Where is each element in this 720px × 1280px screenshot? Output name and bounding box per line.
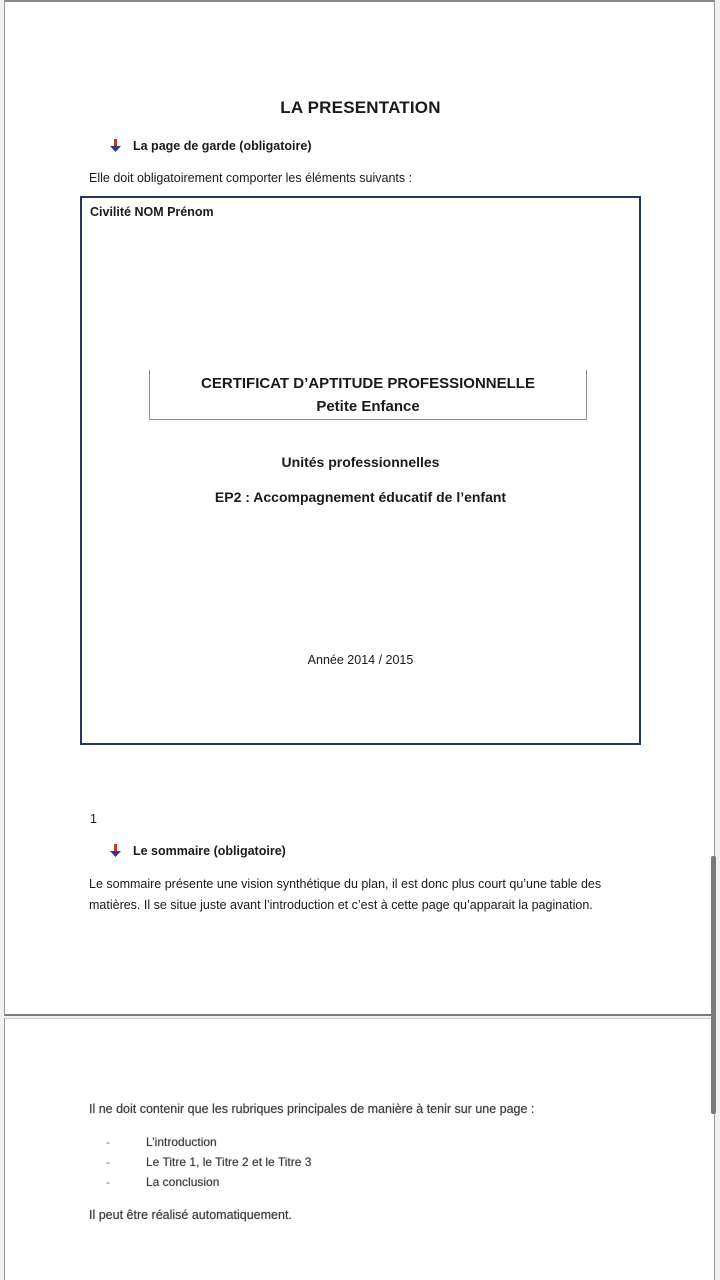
certificate-title: CERTIFICAT D’APTITUDE PROFESSIONNELLE [201, 375, 535, 392]
page-number: 1 [90, 812, 97, 826]
section-heading-summary [109, 844, 286, 858]
school-year: Année 2014 / 2015 [307, 653, 414, 667]
arrow-down-icon [109, 844, 123, 858]
certificate-title-box [149, 370, 587, 420]
list-dash: - [106, 1175, 110, 1189]
section-heading-cover-page [109, 139, 312, 153]
rubric-list [106, 1132, 311, 1192]
summary-line: matières. Il se situe juste avant l’introduction et c’est à cette page qu’apparait la pagination. [89, 898, 593, 912]
list-dash: - [106, 1135, 110, 1149]
document-page-2 [4, 1018, 715, 1280]
section-heading-label: Le sommaire (obligatoire) [133, 844, 286, 858]
list-item-label: Le Titre 1, le Titre 2 et le Titre 3 [146, 1155, 312, 1169]
vertical-scrollbar[interactable] [711, 856, 716, 1114]
ep2-heading: EP2 : Accompagnement éducatif de l’enfant [214, 489, 507, 505]
intro-text: Elle doit obligatoirement comporter les éléments suivants : [89, 171, 413, 185]
list-item-label: L’introduction [146, 1135, 217, 1149]
cover-page-frame [80, 196, 641, 745]
civility-name-field: Civilité NOM Prénom [90, 205, 214, 219]
summary-line: Le sommaire présente une vision synthétique du plan, il est donc plus court qu’une table des [89, 877, 602, 891]
list-item-label: La conclusion [146, 1175, 220, 1189]
document-page-1 [4, 0, 715, 1016]
list-dash: - [106, 1155, 110, 1169]
list-item [106, 1152, 311, 1172]
page2-intro: Il ne doit contenir que les rubriques principales de manière à tenir sur une page : [89, 1102, 535, 1116]
section-heading-label: La page de garde (obligatoire) [133, 139, 312, 153]
arrow-down-icon [109, 139, 123, 153]
document-title: LA PRESENTATION [280, 98, 441, 117]
list-item [106, 1132, 311, 1152]
summary-paragraph [89, 874, 601, 916]
list-item [106, 1172, 311, 1192]
page2-outro: Il peut être réalisé automatiquement. [89, 1208, 292, 1222]
certificate-subtitle: Petite Enfance [316, 398, 420, 415]
units-heading: Unités professionnelles [281, 454, 440, 470]
